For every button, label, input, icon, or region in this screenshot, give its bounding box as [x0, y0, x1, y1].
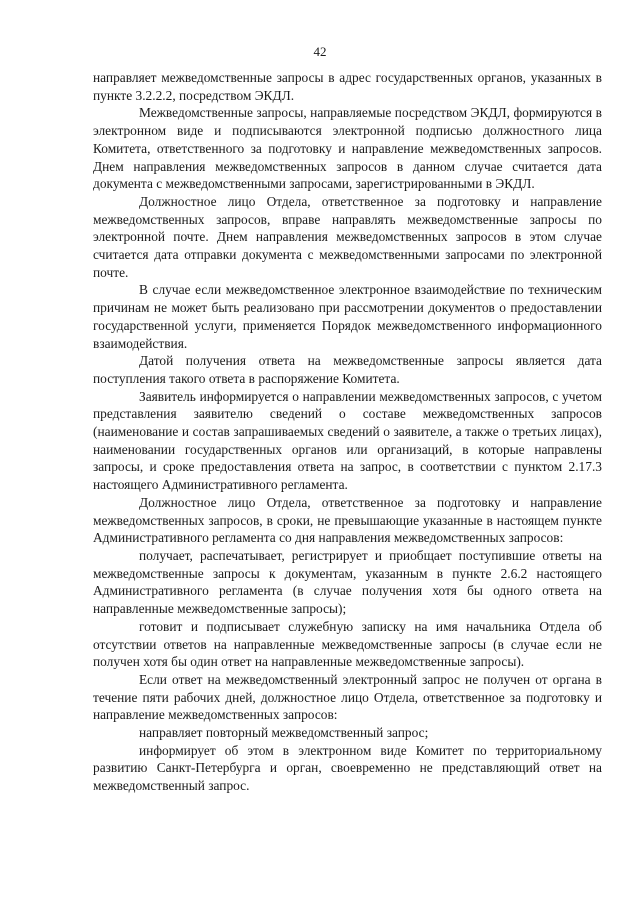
paragraph-9: готовит и подписывает служебную записку на имя начальника Отдела об отсутствии ответов на направленные межведомственные запросы (в случае если не получен хотя бы один ответ на направленные межведомственные запросы).: [93, 618, 602, 670]
paragraph-11: направляет повторный межведомственный запрос;: [139, 725, 429, 741]
paragraph-4: В случае если межведомственное электронное взаимодействие по техническим причинам не может быть реализовано при рассмотрении документов о предоставлении государственной услуги, применяется Порядок межведомственного информационного взаимодействия.: [93, 282, 602, 351]
paragraph-3: Должностное лицо Отдела, ответственное за подготовку и направление межведомственных запросов, вправе направлять межведомственные запросы по электронной почте. Днем направления межведомственных запросов в этом случае считается дата отправки документа с межведомственными запросами по электронной почте.: [93, 193, 602, 280]
document-body: [93, 69, 602, 795]
paragraph-6: Заявитель информируется о направлении межведомственных запросов, с учетом представления заявителю сведений о составе межведомственных запросов (наименование и состав запрашиваемых сведений о заявителе, а также о третьих лицах), наименовании государственных органов или организаций, в которые направлены запросы, и сроке предоставления ответа на запрос, в соответствии с пунктом 2.17.3 настоящего Административного регламента.: [93, 388, 602, 493]
page-number: 42: [313, 44, 327, 59]
paragraph-2: Межведомственные запросы, направляемые посредством ЭКДЛ, формируются в электронном виде и подписываются электронной подписью должностного лица Комитета, ответственного за подготовку и направление межведомственных запросов. Днем направления межведомственных запросов в данном случае считается дата документа с межведомственными запросами, зарегистрированными в ЭКДЛ.: [93, 105, 602, 192]
paragraph-5: Датой получения ответа на межведомственные запросы является дата поступления такого ответа в распоряжение Комитета.: [93, 353, 602, 386]
paragraph-1: направляет межведомственные запросы в адрес государственных органов, указанных в пункте 3.2.2.2, посредством ЭКДЛ.: [93, 70, 602, 103]
paragraph-12: информирует об этом в электронном виде Комитет по территориальному развитию Санкт-Петербурга и орган, своевременно не представляющий ответ на межведомственный запрос.: [93, 742, 602, 794]
paragraph-7: Должностное лицо Отдела, ответственное за подготовку и направление межведомственных запросов, в сроки, не превышающие указанные в настоящем пункте Административного регламента со дня направления межведомственных запросов:: [93, 494, 602, 546]
paragraph-10: Если ответ на межведомственный электронный запрос не получен от органа в течение пяти рабочих дней, должностное лицо Отдела, ответственное за подготовку и направление межведомственных запросов:: [93, 671, 602, 723]
paragraph-8: получает, распечатывает, регистрирует и приобщает поступившие ответы на межведомственные запросы к документам, указанным в пункте 2.6.2 настоящего Административного регламента (в случае получения хотя бы одного ответа на направленные межведомственные запросы);: [93, 547, 602, 617]
